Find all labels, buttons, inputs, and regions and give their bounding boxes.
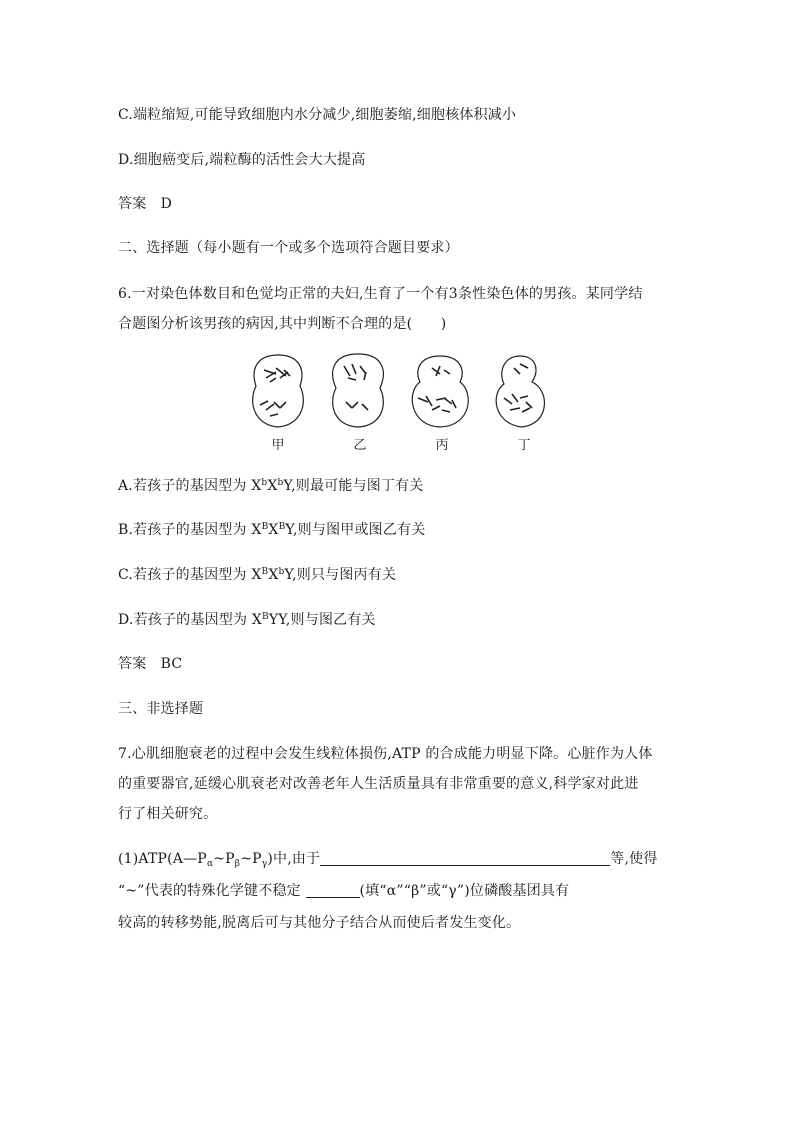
cell-ding [496, 356, 544, 427]
q6-answer: 答案 BC [118, 656, 183, 672]
q5-answer: 答案 D [118, 196, 173, 212]
answer-blank-1[interactable] [320, 851, 610, 866]
q7-stem-line2: 的重要器官,延缓心肌衰老对改善老年人生活质量具有非常重要的意义,科学家对此进 [118, 776, 639, 792]
answer-blank-2[interactable] [306, 883, 360, 898]
q6-stem-line1: 6.一对染色体数目和色觉均正常的夫妇,生育了一个有3条性染色体的男孩。某同学结 [118, 286, 643, 302]
section2-heading: 二、选择题（每小题有一个或多个选项符合题目要求） [118, 240, 459, 256]
section3-heading: 三、非选择题 [118, 701, 204, 717]
cell-bing [412, 356, 468, 427]
q6-option-a: A.若孩子的基因型为 $X^bX^bY$,则最可能与图丁有关 [118, 478, 424, 494]
figure-label-jia: 甲 [271, 438, 285, 453]
figure-label-ding: 丁 [517, 438, 531, 453]
figure-label-bing: 丙 [435, 438, 449, 453]
cell-yi [333, 354, 384, 427]
q6-option-c: C.若孩子的基因型为 $X^BX^bY$,则只与图丙有关 [118, 567, 397, 583]
q7-part1-line2: “~”代表的特殊化学键不稳定 (填“α”“β”或“γ”)位磷酸基团具有 [118, 883, 570, 899]
q7-stem-line3: 行了相关研究。 [118, 806, 218, 822]
cell-jia [253, 355, 304, 427]
q7-part1-line3: 较高的转移势能,脱离后可与其他分子结合从而使后者发生变化。 [118, 915, 521, 931]
figure-label-yi: 乙 [353, 438, 367, 453]
q7-stem-line1: 7.心肌细胞衰老的过程中会发生线粒体损伤,ATP 的合成能力明显下降。心脏作为人体 [118, 746, 653, 762]
q5-option-d: D.细胞癌变后,端粒酶的活性会大大提高 [118, 152, 366, 168]
q6-option-d: D.若孩子的基因型为 $X^BYY$,则与图乙有关 [118, 612, 376, 628]
q6-stem-line2: 合题图分析该男孩的病因,其中判断不合理的是( ) [118, 316, 447, 332]
q7-part1-line1: $(1)ATP(A—P_\alpha\sim P_\beta\sim P_\gamma)$中,由于 等,使得 [118, 851, 658, 869]
q6-option-b: B.若孩子的基因型为 $X^BX^BY$,则与图甲或图乙有关 [118, 522, 426, 538]
chromosome-figure [240, 350, 560, 430]
q5-option-c: C.端粒缩短,可能导致细胞内水分减少,细胞萎缩,细胞核体积减小 [118, 107, 517, 123]
